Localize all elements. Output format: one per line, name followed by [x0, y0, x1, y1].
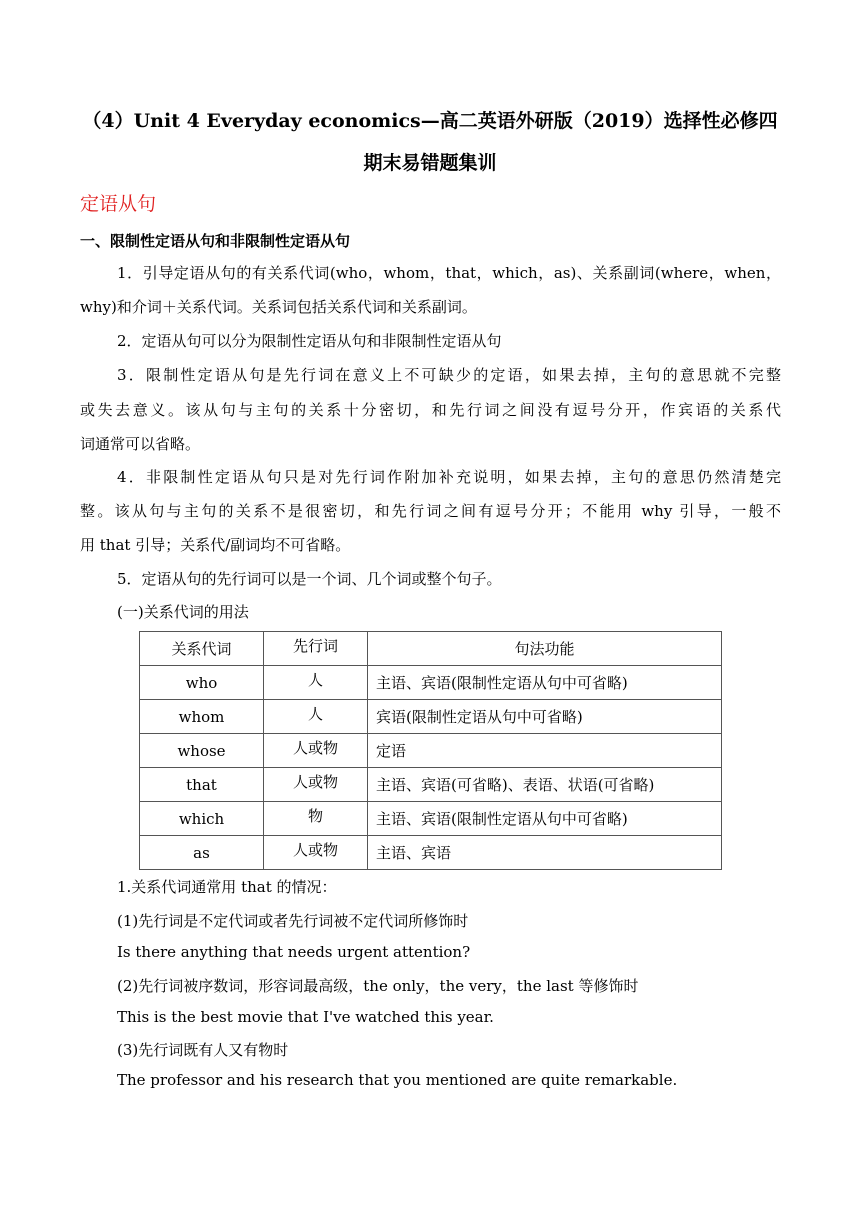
table-cell-function: 主语、宾语	[368, 836, 722, 870]
paragraph-1-line-1: 1．引导定语从句的有关系代词(who，whom，that，which，as)、关系副词(where，when，	[117, 264, 781, 282]
table-cell-antecedent: 人或物	[264, 836, 368, 870]
document-title-line1: （4）Unit 4 Everyday economics—高二英语外研版（2019）选择性必修四	[82, 110, 778, 132]
table-header-row	[140, 632, 722, 666]
example-2: This is the best movie that I've watched this year.	[117, 1008, 494, 1026]
table-row	[140, 836, 722, 870]
table-caption: (一)关系代词的用法	[117, 603, 249, 621]
document-title-line2: 期末易错题集训	[363, 152, 497, 174]
paragraph-2: 2．定语从句可以分为限制性定语从句和非限制性定语从句	[117, 332, 502, 350]
paragraph-5: 5．定语从句的先行词可以是一个词、几个词或整个句子。	[117, 570, 502, 588]
table-cell-pronoun: whom	[140, 700, 264, 734]
table-header-cell: 先行词	[264, 632, 368, 666]
case-2: (2)先行词被序数词，形容词最高级，the only，the very，the last 等修饰时	[117, 977, 639, 995]
table-row	[140, 666, 722, 700]
case-1: (1)先行词是不定代词或者先行词被不定代词所修饰时	[117, 912, 469, 930]
paragraph-4-line-2: 整。该从句与主句的关系不是很密切，和先行词之间有逗号分开；不能用 why 引导，一般不	[80, 502, 781, 520]
example-3: The professor and his research that you mentioned are quite remarkable.	[117, 1071, 678, 1089]
section-heading: 定语从句	[80, 193, 157, 215]
table-cell-pronoun: which	[140, 802, 264, 836]
table-cell-antecedent: 人	[264, 700, 368, 734]
table-cell-antecedent: 人或物	[264, 768, 368, 802]
table-cell-pronoun: who	[140, 666, 264, 700]
table-row	[140, 802, 722, 836]
table-cell-function: 主语、宾语(限制性定语从句中可省略)	[368, 666, 722, 700]
relative-pronoun-table	[139, 631, 722, 870]
table-row	[140, 734, 722, 768]
table-header-cell: 关系代词	[140, 632, 264, 666]
table-cell-pronoun: as	[140, 836, 264, 870]
example-1: Is there anything that needs urgent attention?	[117, 943, 471, 961]
table-cell-antecedent: 人	[264, 666, 368, 700]
note-title: 1.关系代词通常用 that 的情况：	[117, 878, 337, 896]
paragraph-3-line-1: 3．限制性定语从句是先行词在意义上不可缺少的定语，如果去掉，主句的意思就不完整	[117, 366, 781, 384]
table-row	[140, 768, 722, 802]
table-row	[140, 700, 722, 734]
table-cell-antecedent: 物	[264, 802, 368, 836]
table-cell-pronoun: whose	[140, 734, 264, 768]
paragraph-1-line-2: why)和介词＋关系代词。关系词包括关系代词和关系副词。	[80, 298, 477, 316]
paragraph-3-line-2: 或失去意义。该从句与主句的关系十分密切，和先行词之间没有逗号分开，作宾语的关系代	[80, 401, 781, 419]
case-3: (3)先行词既有人又有物时	[117, 1041, 289, 1059]
table-header-cell: 句法功能	[368, 632, 722, 666]
table-cell-antecedent: 人或物	[264, 734, 368, 768]
paragraph-4-line-3: 用 that 引导；关系代/副词均不可省略。	[80, 536, 351, 554]
paragraph-4-line-1: 4．非限制性定语从句只是对先行词作附加补充说明，如果去掉，主句的意思仍然清楚完	[117, 468, 781, 486]
paragraph-3-line-3: 词通常可以省略。	[80, 435, 201, 453]
table-cell-pronoun: that	[140, 768, 264, 802]
table-cell-function: 主语、宾语(可省略)、表语、状语(可省略)	[368, 768, 722, 802]
table-cell-function: 定语	[368, 734, 722, 768]
table-cell-function: 主语、宾语(限制性定语从句中可省略)	[368, 802, 722, 836]
subsection-heading: 一、限制性定语从句和非限制性定语从句	[80, 232, 351, 250]
table-cell-function: 宾语(限制性定语从句中可省略)	[368, 700, 722, 734]
